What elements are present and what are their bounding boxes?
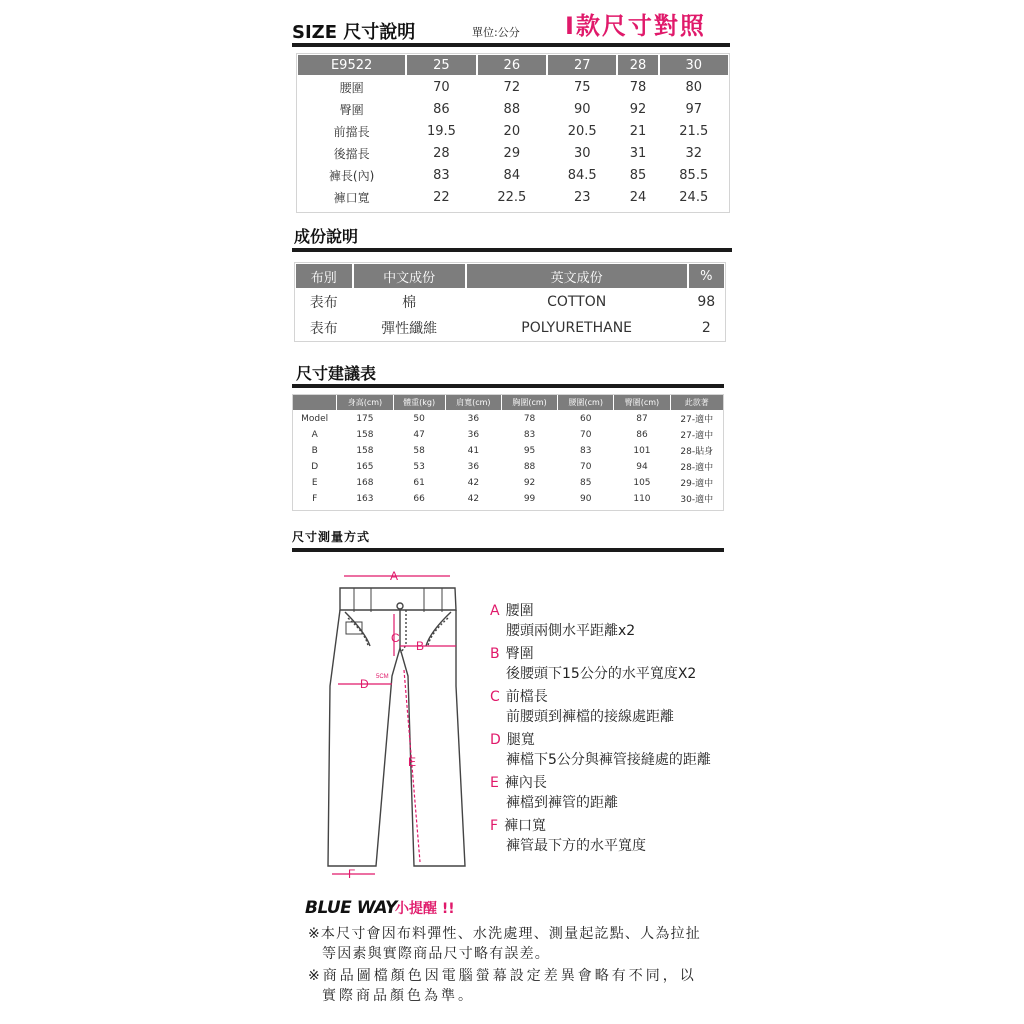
legend-item: B 臀圍 後腰頭下15公分的水平寬度X2 — [490, 646, 697, 682]
table-row: 臀圍 86 88 90 92 97 — [298, 99, 728, 119]
section-divider — [292, 548, 724, 552]
label-a: A — [390, 569, 399, 583]
fit-section-title: 尺寸建議表 — [296, 364, 377, 383]
header-cell: E9522 — [298, 55, 405, 75]
label-e: E — [408, 755, 417, 769]
table-row: 褲長(內) 83 84 84.5 85 85.5 — [298, 165, 728, 185]
note-2: ※商品圖檔顏色因電腦螢幕設定差異會略有不同，以 實際商品顏色為準。 — [308, 968, 697, 1004]
fit-table — [292, 394, 724, 507]
header-cell: 25 — [407, 55, 475, 75]
table-row: D 165 53 36 88 70 94 28-適中 — [293, 459, 723, 474]
note-1: ※本尺寸會因布料彈性、水洗處理、測量起訖點、人為拉扯 等因素與實際商品尺寸略有誤差。 — [308, 926, 701, 962]
table-row: F 163 66 42 99 90 110 30-適中 — [293, 491, 723, 506]
size-table — [296, 53, 730, 209]
table-row: 前擋長 19.5 20 20.5 21 21.5 — [298, 121, 728, 141]
section-divider — [292, 43, 730, 47]
size-table-header — [298, 55, 728, 75]
label-c: C — [391, 631, 400, 645]
table-row: B 158 58 41 95 83 101 28-貼身 — [293, 443, 723, 458]
table-row: A 158 47 36 83 70 86 27-適中 — [293, 427, 723, 442]
legend-item: C 前檔長 前腰頭到褲檔的接線處距離 — [490, 689, 674, 725]
model-size-title: I款尺寸對照 — [565, 12, 706, 40]
legend-item: A 腰圍 腰頭兩側水平距離x2 — [490, 603, 636, 639]
table-row: 腰圍 70 72 75 78 80 — [298, 77, 728, 97]
unit-label: 單位:公分 — [472, 26, 520, 39]
measure-section-title: 尺寸測量方式 — [292, 530, 371, 544]
fit-table-header: 身高(cm) 體重(kg) 肩寬(cm) 胸圍(cm) 腰圍(cm) 臀圍(cm) 此款著 — [293, 395, 723, 410]
material-section-title: 成份說明 — [294, 227, 359, 246]
legend-item: F 褲口寬 褲管最下方的水平寬度 — [490, 818, 646, 854]
table-row: Model 175 50 36 78 60 87 27-適中 — [293, 411, 723, 426]
pants-diagram — [320, 566, 480, 886]
label-5cm: 5CM — [376, 674, 389, 680]
table-row: E 168 61 42 92 85 105 29-適中 — [293, 475, 723, 490]
label-b: B — [416, 639, 425, 653]
section-divider — [292, 248, 732, 252]
header-cell: 28 — [618, 55, 657, 75]
notes-title: 小提醒 !! — [395, 901, 455, 917]
table-row: 表布 棉 COTTON 98 — [296, 290, 724, 314]
legend-item: D 腿寬 褲檔下5公分與褲管接縫處的距離 — [490, 732, 711, 768]
header-cell: 26 — [478, 55, 546, 75]
header-cell: 27 — [548, 55, 616, 75]
header-cell: 30 — [660, 55, 728, 75]
table-row: 後擋長 28 29 30 31 32 — [298, 143, 728, 163]
label-d: D — [360, 677, 369, 691]
blueway-logo: BLUE WAY — [305, 898, 397, 918]
section-divider — [292, 384, 724, 388]
material-table-header: 布別 中文成份 英文成份 % — [296, 264, 724, 288]
size-section-title: SIZE 尺寸說明 單位:公分 — [292, 22, 520, 43]
material-table — [294, 262, 726, 342]
table-row: 褲口寬 22 22.5 23 24 24.5 — [298, 187, 728, 207]
table-row: 表布 彈性纖維 POLYURETHANE 2 — [296, 316, 724, 340]
label-f: F — [348, 867, 356, 881]
legend-item: E 褲內長 褲檔到褲管的距離 — [490, 775, 618, 811]
